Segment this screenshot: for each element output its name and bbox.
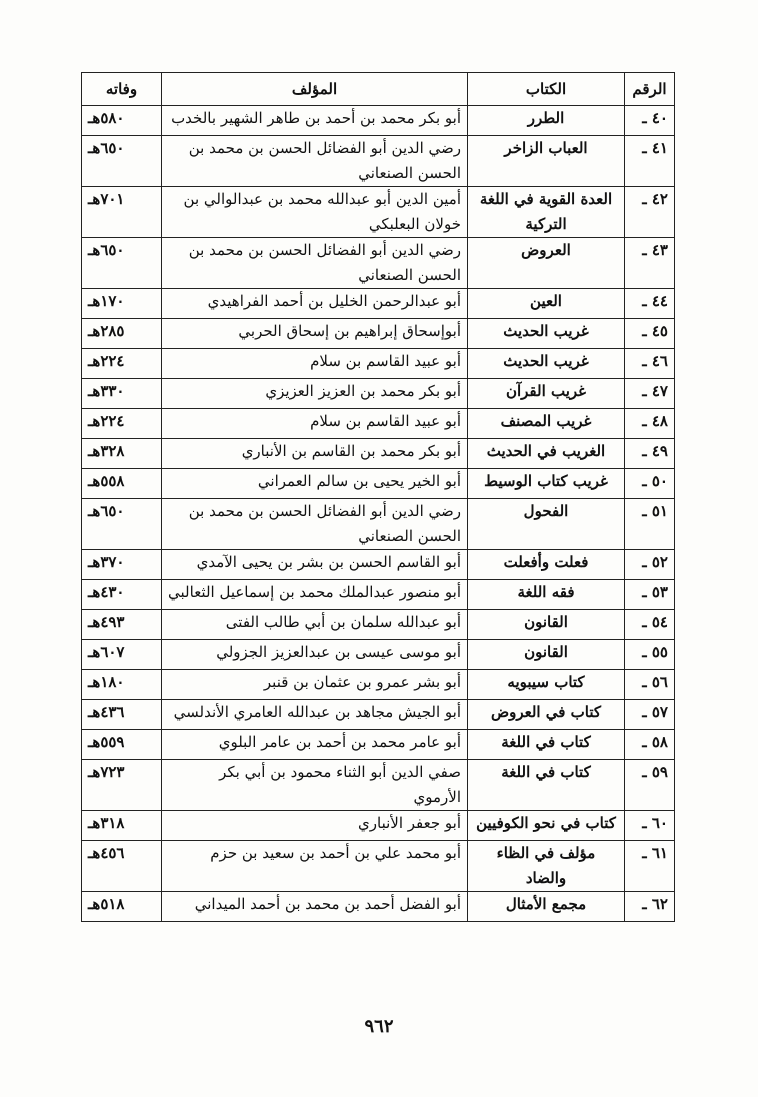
- row-number: ٤٢ ـ: [625, 187, 675, 238]
- book-title: العباب الزاخر: [468, 136, 625, 187]
- row-number: ٦٠ ـ: [625, 811, 675, 841]
- author-name: أبوإسحاق إبراهيم بن إسحاق الحربي: [162, 319, 468, 349]
- book-title: كتاب في نحو الكوفيين: [468, 811, 625, 841]
- death-year: ٥٥٨هـ: [82, 469, 162, 499]
- author-name: رضي الدين أبو الفضائل الحسن بن محمد بن الحسن الصنعاني: [162, 238, 468, 289]
- table-row: [82, 409, 675, 439]
- author-name: أمين الدين أبو عبدالله محمد بن عبدالوالي بن خولان البعلبكي: [162, 187, 468, 238]
- author-name: رضي الدين أبو الفضائل الحسن بن محمد بن الحسن الصنعاني: [162, 499, 468, 550]
- row-number: ٤٦ ـ: [625, 349, 675, 379]
- page-number: ٩٦٢: [364, 1016, 394, 1037]
- row-number: ٤٥ ـ: [625, 319, 675, 349]
- author-name: أبو الفضل أحمد بن محمد بن أحمد الميداني: [162, 892, 468, 922]
- row-number: ٥٢ ـ: [625, 550, 675, 580]
- author-name: أبو بشر عمرو بن عثمان بن قنبر: [162, 670, 468, 700]
- table-row: [82, 811, 675, 841]
- row-number: ٥٦ ـ: [625, 670, 675, 700]
- author-name: أبو عامر محمد بن أحمد بن عامر البلوي: [162, 730, 468, 760]
- row-number: ٦١ ـ: [625, 841, 675, 892]
- author-name: أبو عبدالرحمن الخليل بن أحمد الفراهيدي: [162, 289, 468, 319]
- header-author: المؤلف: [162, 73, 468, 106]
- table-row: [82, 469, 675, 499]
- death-year: ٦٥٠هـ: [82, 238, 162, 289]
- table-row: [82, 892, 675, 922]
- row-number: ٥٠ ـ: [625, 469, 675, 499]
- author-name: أبو بكر محمد بن العزيز العزيزي: [162, 379, 468, 409]
- table-header-row: [82, 73, 675, 106]
- death-year: ٥٨٠هـ: [82, 106, 162, 136]
- death-year: ٣٣٠هـ: [82, 379, 162, 409]
- row-number: ٥١ ـ: [625, 499, 675, 550]
- death-year: ٤٣٦هـ: [82, 700, 162, 730]
- table-row: [82, 379, 675, 409]
- book-title: غريب الحديث: [468, 319, 625, 349]
- author-name: أبو عبيد القاسم بن سلام: [162, 349, 468, 379]
- death-year: ٢٢٤هـ: [82, 349, 162, 379]
- death-year: ٦٥٠هـ: [82, 136, 162, 187]
- table-body: [82, 106, 675, 922]
- author-name: أبو عبيد القاسم بن سلام: [162, 409, 468, 439]
- row-number: ٥٧ ـ: [625, 700, 675, 730]
- table-row: [82, 349, 675, 379]
- book-title: غريب القرآن: [468, 379, 625, 409]
- table-row: [82, 730, 675, 760]
- table-row: [82, 550, 675, 580]
- table-row: [82, 187, 675, 238]
- death-year: ٣٢٨هـ: [82, 439, 162, 469]
- author-name: صفي الدين أبو الثناء محمود بن أبي بكر الأرموي: [162, 760, 468, 811]
- table-row: [82, 640, 675, 670]
- death-year: ٥١٨هـ: [82, 892, 162, 922]
- row-number: ٥٩ ـ: [625, 760, 675, 811]
- book-title: مجمع الأمثال: [468, 892, 625, 922]
- table-row: [82, 670, 675, 700]
- author-name: أبو جعفر الأنباري: [162, 811, 468, 841]
- row-number: ٤٨ ـ: [625, 409, 675, 439]
- row-number: ٤٠ ـ: [625, 106, 675, 136]
- book-title: العين: [468, 289, 625, 319]
- author-name: أبو بكر محمد بن القاسم بن الأنباري: [162, 439, 468, 469]
- death-year: ٢٨٥هـ: [82, 319, 162, 349]
- death-year: ١٧٠هـ: [82, 289, 162, 319]
- author-name: أبو القاسم الحسن بن بشر بن يحيى الآمدي: [162, 550, 468, 580]
- book-title: كتاب في العروض: [468, 700, 625, 730]
- death-year: ٤٥٦هـ: [82, 841, 162, 892]
- death-year: ٧٢٣هـ: [82, 760, 162, 811]
- header-death: وفاته: [82, 73, 162, 106]
- table-row: [82, 439, 675, 469]
- table-row: [82, 580, 675, 610]
- book-title: فقه اللغة: [468, 580, 625, 610]
- header-book: الكتاب: [468, 73, 625, 106]
- author-name: أبو موسى عيسى بن عبدالعزيز الجزولي: [162, 640, 468, 670]
- book-title: القانون: [468, 610, 625, 640]
- table-row: [82, 136, 675, 187]
- author-name: أبو منصور عبدالملك محمد بن إسماعيل الثعالبي: [162, 580, 468, 610]
- table-row: [82, 760, 675, 811]
- table-row: [82, 841, 675, 892]
- author-name: أبو بكر محمد بن أحمد بن طاهر الشهير بالخدب: [162, 106, 468, 136]
- row-number: ٥٨ ـ: [625, 730, 675, 760]
- book-title: كتاب في اللغة: [468, 760, 625, 811]
- author-name: رضي الدين أبو الفضائل الحسن بن محمد بن الحسن الصنعاني: [162, 136, 468, 187]
- book-title: مؤلف في الظاء والضاد: [468, 841, 625, 892]
- book-title: غريب كتاب الوسيط: [468, 469, 625, 499]
- author-name: أبو الجيش مجاهد بن عبدالله العامري الأندلسي: [162, 700, 468, 730]
- table-row: [82, 499, 675, 550]
- death-year: ٢٢٤هـ: [82, 409, 162, 439]
- death-year: ٤٣٠هـ: [82, 580, 162, 610]
- row-number: ٥٥ ـ: [625, 640, 675, 670]
- book-title: غريب المصنف: [468, 409, 625, 439]
- death-year: ٧٠١هـ: [82, 187, 162, 238]
- books-table: [81, 72, 675, 922]
- book-title: الفحول: [468, 499, 625, 550]
- death-year: ٦٠٧هـ: [82, 640, 162, 670]
- book-title: غريب الحديث: [468, 349, 625, 379]
- row-number: ٥٣ ـ: [625, 580, 675, 610]
- row-number: ٥٤ ـ: [625, 610, 675, 640]
- table-row: [82, 289, 675, 319]
- row-number: ٤٧ ـ: [625, 379, 675, 409]
- row-number: ٦٢ ـ: [625, 892, 675, 922]
- book-title: العدة القوية في اللغة التركية: [468, 187, 625, 238]
- death-year: ٣١٨هـ: [82, 811, 162, 841]
- book-title: العروض: [468, 238, 625, 289]
- table-row: [82, 319, 675, 349]
- book-title: الطرر: [468, 106, 625, 136]
- row-number: ٤٩ ـ: [625, 439, 675, 469]
- book-title: القانون: [468, 640, 625, 670]
- table-row: [82, 106, 675, 136]
- row-number: ٤١ ـ: [625, 136, 675, 187]
- author-name: أبو الخير يحيى بن سالم العمراني: [162, 469, 468, 499]
- row-number: ٤٤ ـ: [625, 289, 675, 319]
- book-title: كتاب سيبويه: [468, 670, 625, 700]
- table-row: [82, 700, 675, 730]
- table-row: [82, 238, 675, 289]
- death-year: ٥٥٩هـ: [82, 730, 162, 760]
- author-name: أبو محمد علي بن أحمد بن سعيد بن حزم: [162, 841, 468, 892]
- book-title: الغريب في الحديث: [468, 439, 625, 469]
- book-title: فعلت وأفعلت: [468, 550, 625, 580]
- row-number: ٤٣ ـ: [625, 238, 675, 289]
- book-title: كتاب في اللغة: [468, 730, 625, 760]
- author-name: أبو عبدالله سلمان بن أبي طالب الفتى: [162, 610, 468, 640]
- death-year: ٣٧٠هـ: [82, 550, 162, 580]
- death-year: ٦٥٠هـ: [82, 499, 162, 550]
- death-year: ٤٩٣هـ: [82, 610, 162, 640]
- death-year: ١٨٠هـ: [82, 670, 162, 700]
- header-number: الرقم: [625, 73, 675, 106]
- table-row: [82, 610, 675, 640]
